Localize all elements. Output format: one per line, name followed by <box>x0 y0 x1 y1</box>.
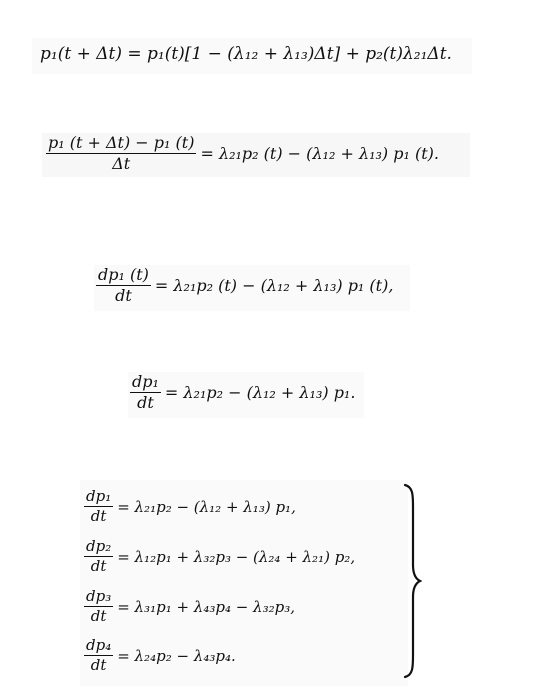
system-equation-3-rhs: = λ₃₁p₁ + λ₄₃p₄ − λ₃₂p₃, <box>117 597 295 616</box>
system-equation-3-fraction <box>84 588 113 626</box>
equation-4-numerator: dp₁ <box>130 373 161 393</box>
right-brace-icon <box>402 483 422 679</box>
equation-3-fraction <box>96 266 151 306</box>
equation-3-rhs: = λ₂₁p₂ (t) − (λ₁₂ + λ₁₃) p₁ (t), <box>154 276 394 296</box>
system-equation-4-denominator: dt <box>90 656 107 675</box>
equation-3-denominator: dt <box>115 286 132 306</box>
equation-2-numerator: p₁ (t + Δt) − p₁ (t) <box>46 134 196 154</box>
equation-2-denominator: Δt <box>112 154 131 174</box>
system-equation-2-numerator: dp₂ <box>84 538 113 557</box>
system-equation-4-rhs: = λ₂₄p₂ − λ₄₃p₄. <box>117 646 236 665</box>
system-equation-1 <box>84 488 296 526</box>
equation-4 <box>130 373 355 413</box>
equation-1 <box>40 44 452 64</box>
system-equation-3-numerator: dp₃ <box>84 588 113 607</box>
system-equation-2-rhs: = λ₁₂p₁ + λ₃₂p₃ − (λ₂₄ + λ₂₁) p₂, <box>117 547 356 566</box>
system-equation-2-denominator: dt <box>90 557 107 576</box>
system-equation-3-denominator: dt <box>90 607 107 626</box>
equation-4-fraction <box>130 373 161 413</box>
equation-3-numerator: dp₁ (t) <box>96 266 151 286</box>
system-equation-1-numerator: dp₁ <box>84 488 113 507</box>
system-equation-1-rhs: = λ₂₁p₂ − (λ₁₂ + λ₁₃) p₁, <box>117 497 296 516</box>
equation-2-rhs: = λ₂₁p₂ (t) − (λ₁₂ + λ₁₃) p₁ (t). <box>200 144 439 164</box>
equation-4-rhs: = λ₂₁p₂ − (λ₁₂ + λ₁₃) p₁. <box>164 383 356 403</box>
system-equation-1-denominator: dt <box>90 507 107 526</box>
system-equation-4 <box>84 637 236 675</box>
equation-2 <box>46 134 439 174</box>
system-equation-2 <box>84 538 355 576</box>
equation-4-denominator: dt <box>137 393 154 413</box>
system-equation-2-fraction <box>84 538 113 576</box>
system-equation-1-fraction <box>84 488 113 526</box>
system-equation-4-fraction <box>84 637 113 675</box>
equation-2-fraction <box>46 134 196 174</box>
system-equation-4-numerator: dp₄ <box>84 637 113 656</box>
system-equation-3 <box>84 588 295 626</box>
equation-3 <box>96 266 393 306</box>
equation-1-text: p₁(t + Δt) = p₁(t)[1 − (λ₁₂ + λ₁₃)Δt] + p₂(t)λ₂₁Δt. <box>40 44 452 64</box>
